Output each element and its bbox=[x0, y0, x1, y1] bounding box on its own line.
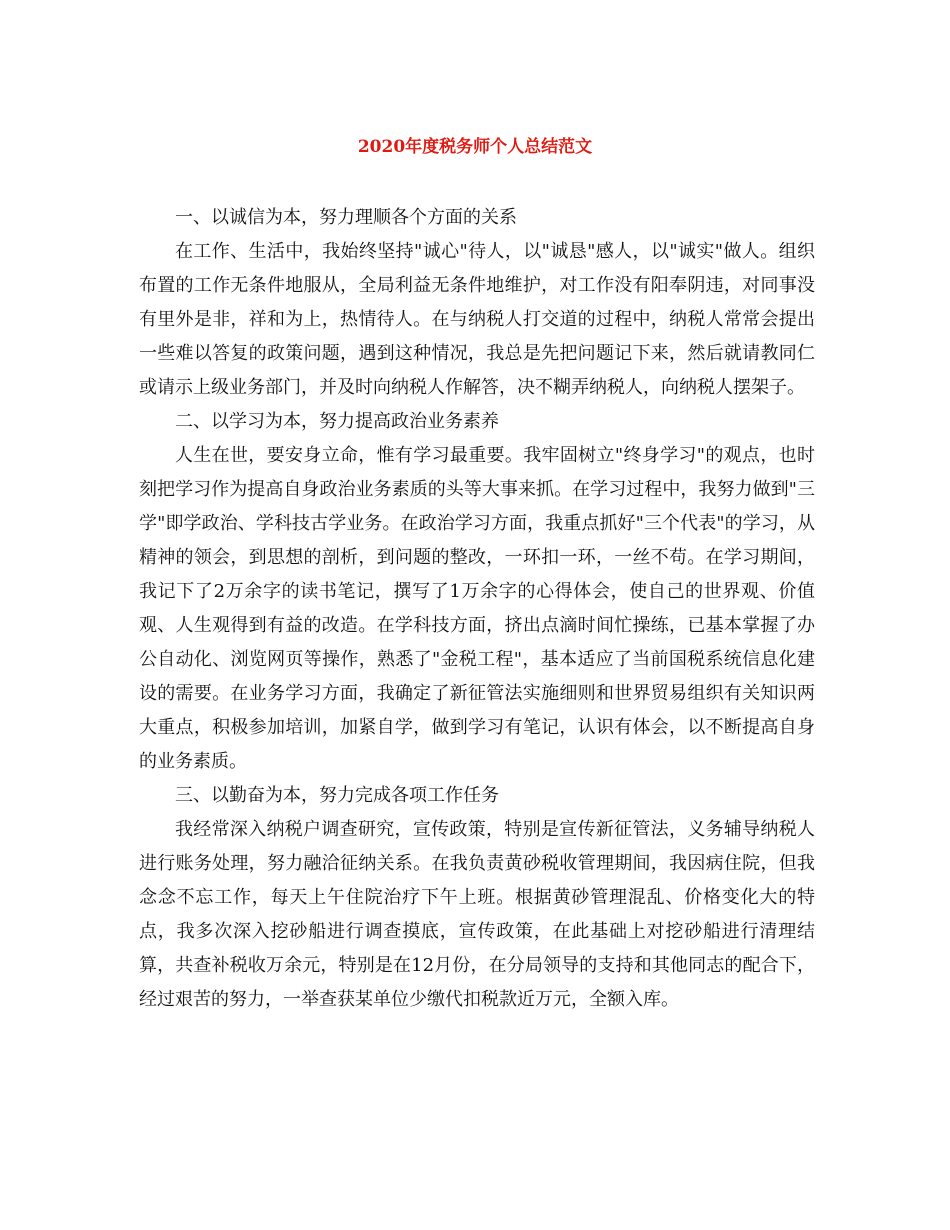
paragraph-2: 人生在世，要安身立命，惟有学习最重要。我牢固树立"终身学习"的观点，也时刻把学习作为提高自身政治业务素质的头等大事来抓。在学习过程中，我努力做到"三学"即学政治、学科技古学业务。在政治学习方面，我重点抓好"三个代表"的学习，从精神的领会，到思想的剖析，到问题的整改，一环扣一环，一丝不苟。在学习期间，我记下了2万余字的读书笔记，撰写了1万余字的心得体会，使自己的世界观、价值观、人生观得到有益的改造。在学科技方面，挤出点滴时间忙操练，已基本掌握了办公自动化、浏览网页等操作，熟悉了"金税工程"，基本适应了当前国税系统信息化建设的需要。在业务学习方面，我确定了新征管法实施细则和世界贸易组织有关知识两大重点，积极参加培训，加紧自学，做到学习有笔记，认识有体会，以不断提高自身的业务素质。 bbox=[139, 445, 815, 772]
section-heading-2: 二、以学习为本，努力提高政治业务素养 bbox=[175, 411, 499, 432]
paragraph-1: 在工作、生活中，我始终坚持"诚心"待人，以"诚恳"感人，以"诚实"做人。组织布置的工作无条件地服从，全局利益无条件地维护，对工作没有阳奉阴违，对同事没有里外是非，祥和为上，热情待人。在与纳税人打交道的过程中，纳税人常常会提出一些难以答复的政策问题，遇到这种情况，我总是先把问题记下来，然后就请教同仁或请示上级业务部门，并及时向纳税人作解答，决不糊弄纳税人，向纳税人摆架子。 bbox=[139, 241, 815, 398]
section-heading-1: 一、以诚信为本，努力理顺各个方面的关系 bbox=[175, 207, 517, 228]
paragraph-3: 我经常深入纳税户调查研究，宣传政策，特别是宣传新征管法，义务辅导纳税人进行账务处理，努力融洽征纳关系。在我负责黄砂税收管理期间，我因病住院，但我念念不忘工作，每天上午住院治疗下午上班。根据黄砂管理混乱、价格变化大的特点，我多次深入挖砂船进行调查摸底，宣传政策，在此基础上对挖砂船进行清理结算，共查补税收万余元，特别是在12月份，在分局领导的支持和其他同志的配合下，经过艰苦的努力，一举查获某单位少缴代扣税款近万元，全额入库。 bbox=[139, 819, 815, 1010]
document-body bbox=[139, 201, 815, 1017]
section-heading-3: 三、以勤奋为本，努力完成各项工作任务 bbox=[175, 785, 499, 806]
document-title: 2020年度税务师个人总结范文 bbox=[357, 137, 593, 157]
